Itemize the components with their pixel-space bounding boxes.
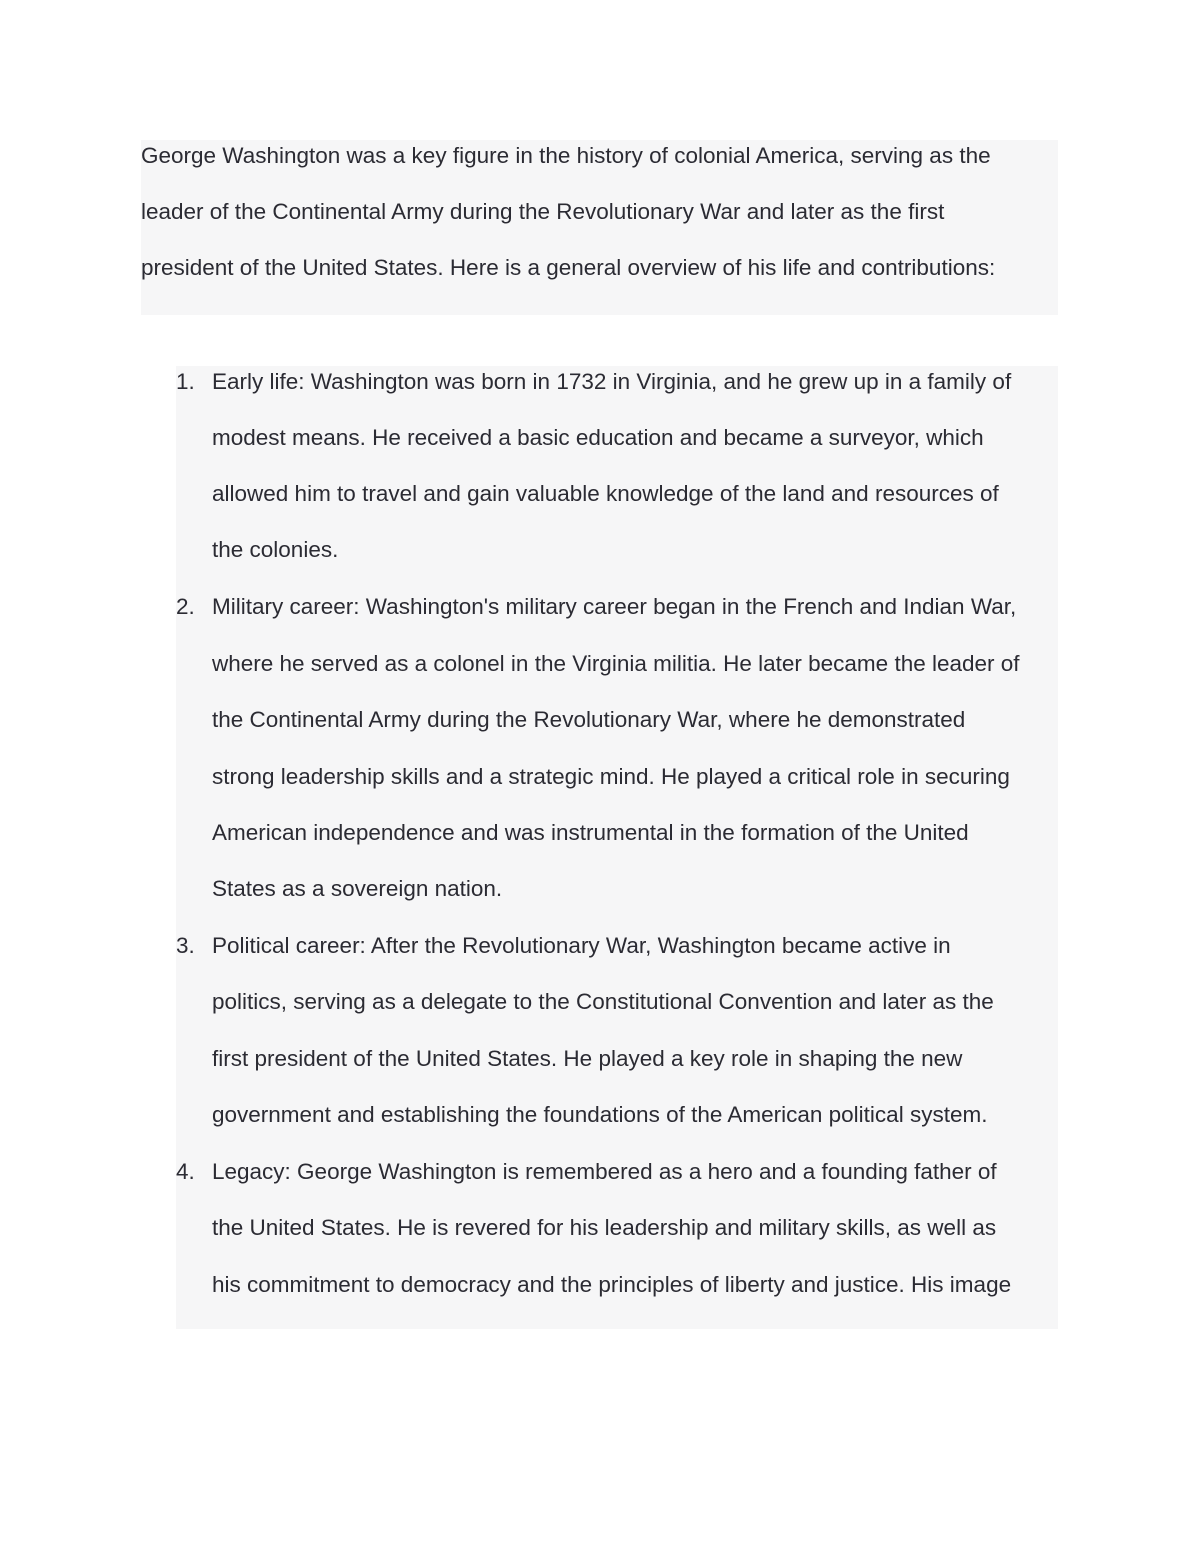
list-line: the United States. He is revered for his leadership and military skills, as well as bbox=[212, 1215, 997, 1240]
list-line: where he served as a colonel in the Virginia militia. He later became the leader of bbox=[212, 651, 1020, 676]
list-line: States as a sovereign nation. bbox=[212, 876, 503, 901]
intro-line: George Washington was a key figure in the history of colonial America, serving as the bbox=[141, 143, 991, 168]
list-line: Military career: Washington's military career began in the French and Indian War, bbox=[212, 594, 1017, 619]
list-number: 1. bbox=[176, 369, 195, 394]
list-number: 3. bbox=[176, 933, 195, 958]
list-line: first president of the United States. He played a key role in shaping the new bbox=[212, 1046, 963, 1071]
list-line: strong leadership skills and a strategic mind. He played a critical role in securing bbox=[212, 764, 1010, 789]
list-line: Political career: After the Revolutionary War, Washington became active in bbox=[212, 933, 951, 958]
list-line: Early life: Washington was born in 1732 in Virginia, and he grew up in a family of bbox=[212, 369, 1012, 394]
intro-line: leader of the Continental Army during the Revolutionary War and later as the first bbox=[141, 199, 945, 224]
list-line: his commitment to democracy and the principles of liberty and justice. His image bbox=[212, 1272, 1012, 1297]
list-line: modest means. He received a basic education and became a surveyor, which bbox=[212, 425, 984, 450]
intro-line: president of the United States. Here is a general overview of his life and contributions: bbox=[141, 255, 996, 280]
list-number: 4. bbox=[176, 1159, 195, 1184]
list-line: the Continental Army during the Revolutionary War, where he demonstrated bbox=[212, 707, 966, 732]
list-line: American independence and was instrumental in the formation of the United bbox=[212, 820, 969, 845]
list-line: Legacy: George Washington is remembered as a hero and a founding father of bbox=[212, 1159, 997, 1184]
list-line: politics, serving as a delegate to the Constitutional Convention and later as the bbox=[212, 989, 994, 1014]
list-line: the colonies. bbox=[212, 537, 339, 562]
list-line: government and establishing the foundations of the American political system. bbox=[212, 1102, 988, 1127]
list-line: allowed him to travel and gain valuable knowledge of the land and resources of bbox=[212, 481, 999, 506]
list-number: 2. bbox=[176, 594, 195, 619]
